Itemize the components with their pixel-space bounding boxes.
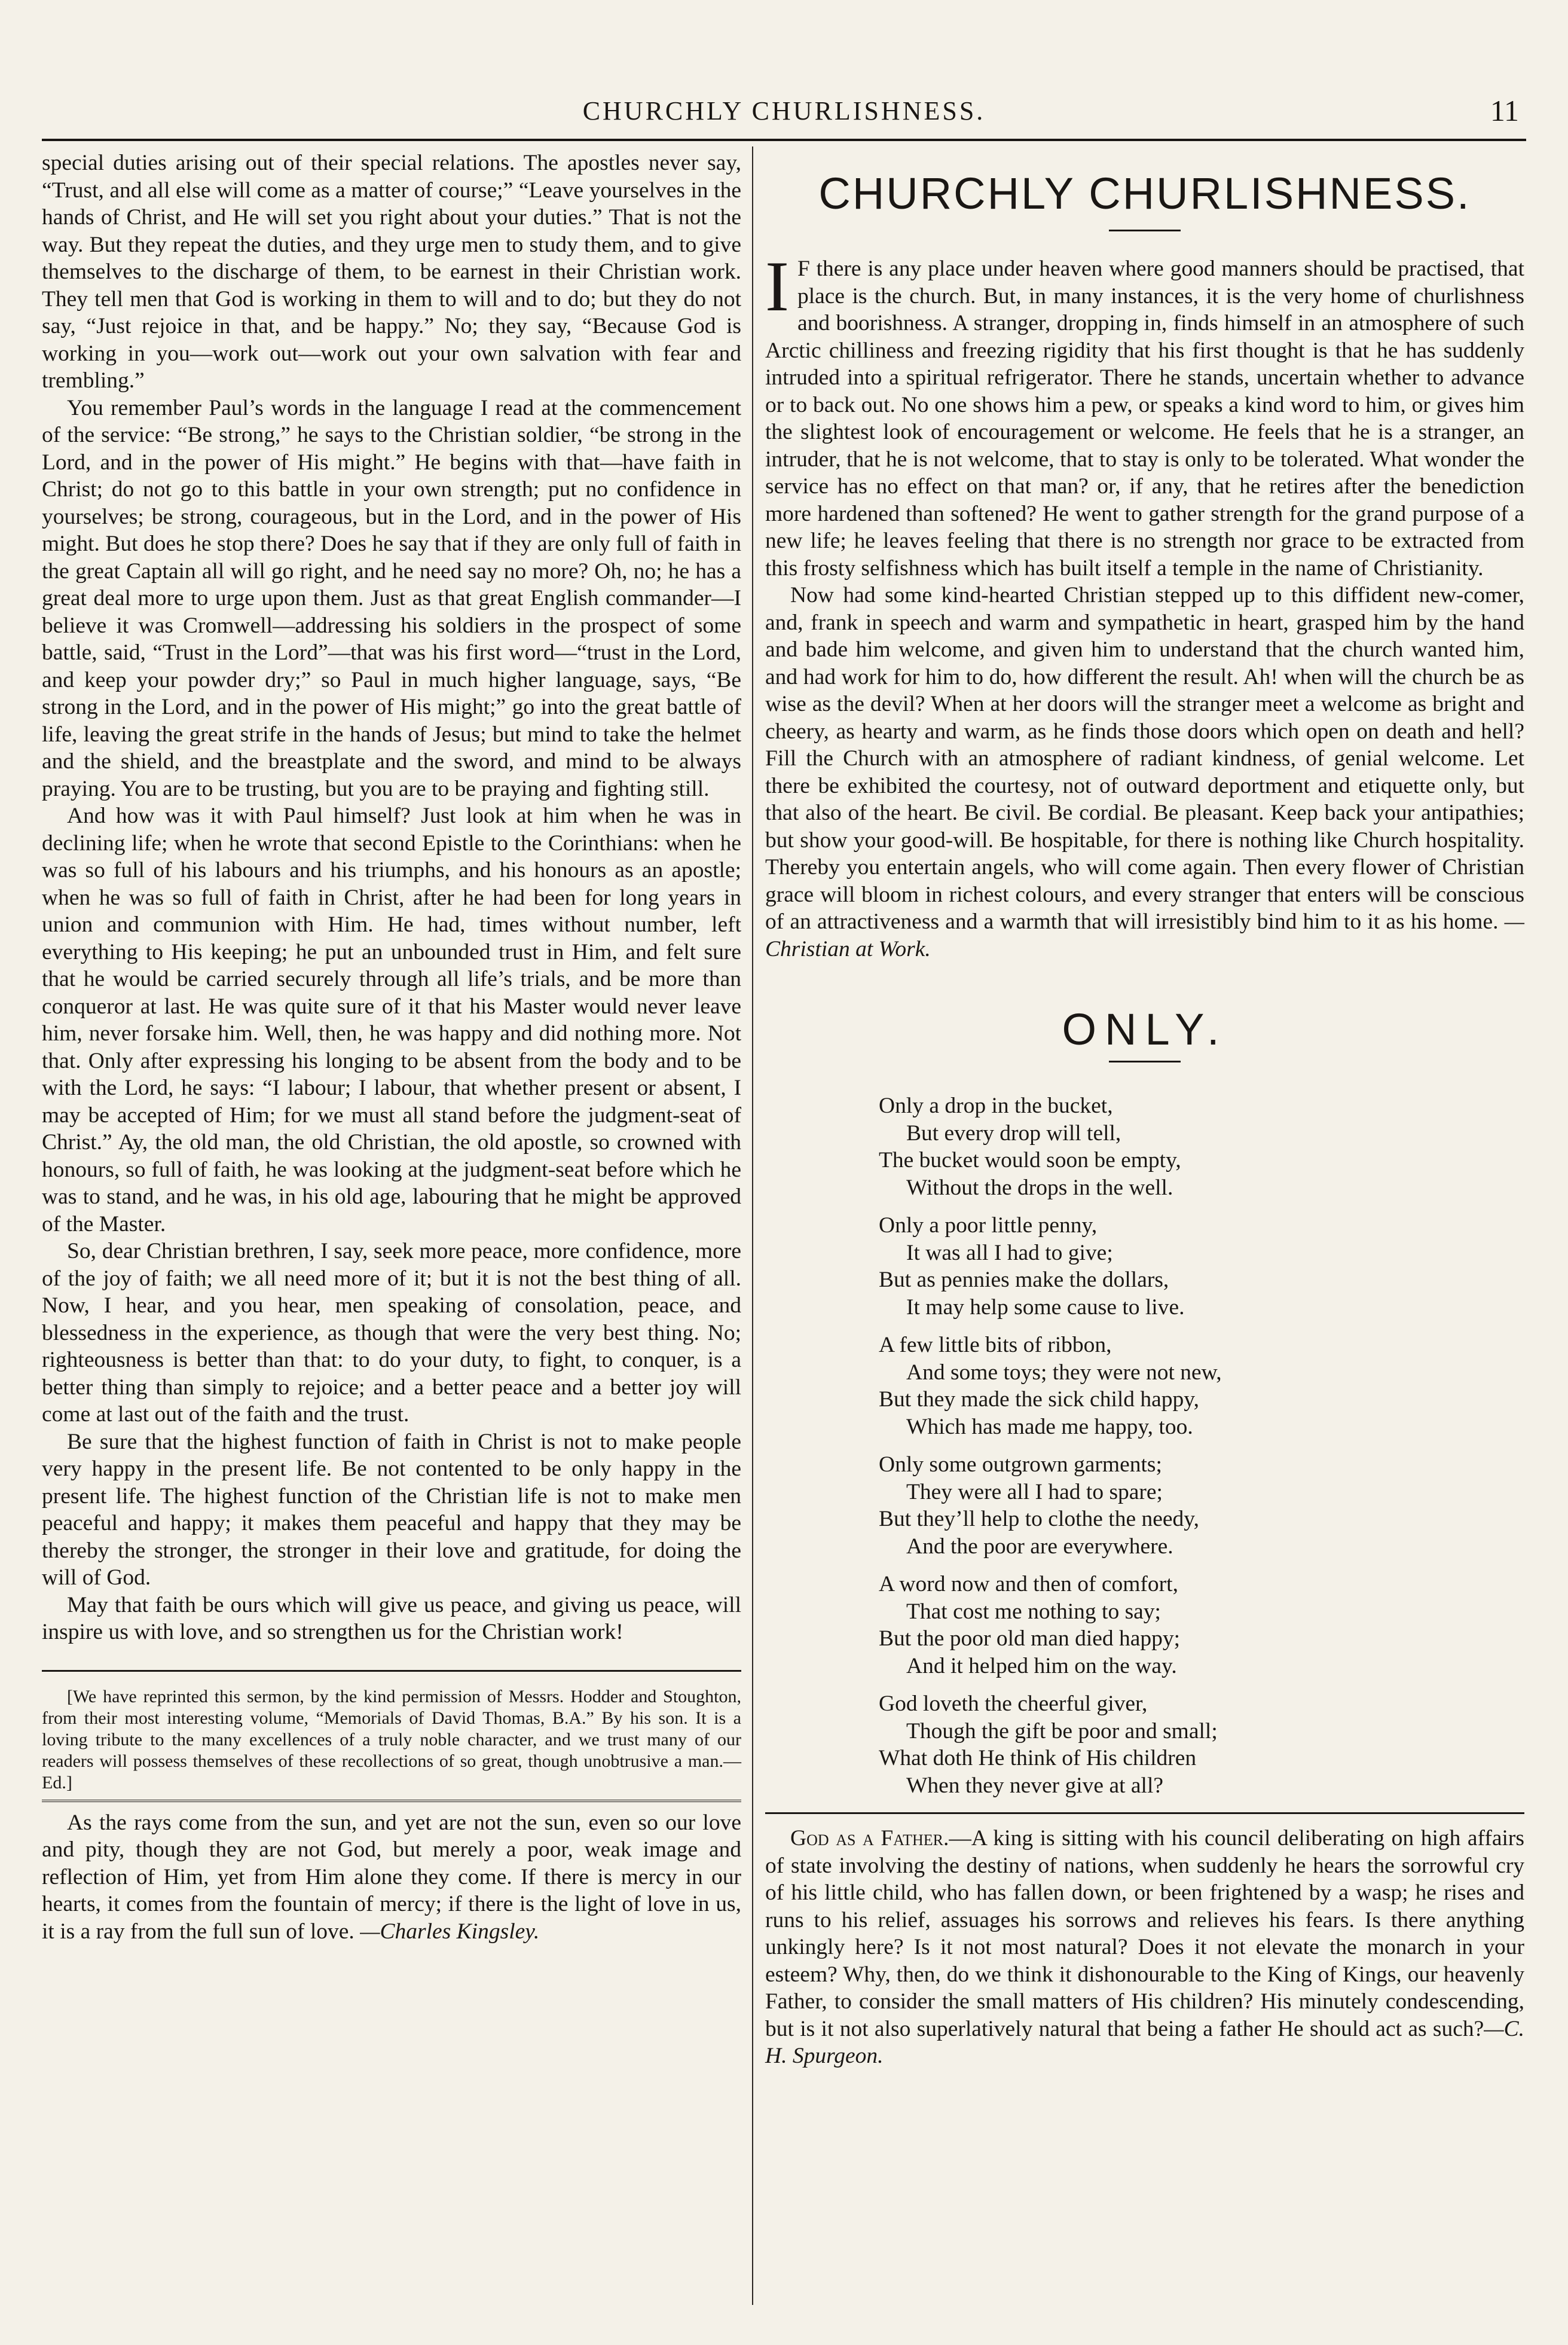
page-number: 11 bbox=[1490, 94, 1519, 127]
poem-stanza bbox=[879, 1690, 1524, 1799]
section-rule bbox=[42, 1670, 741, 1672]
poem-line: But as pennies make the dollars, bbox=[879, 1268, 1169, 1292]
kingsley-text: As the rays come from the sun, and yet are not the sun, even so our love and pity, though they are not God, but merely a poor, weak image and reflection of Him, yet from Him alone they come. If there is mercy in our hearts, it comes from the fountain of mercy; if there is the light of love in us, it is a ray from the full sun of love. bbox=[42, 1810, 741, 1944]
god-as-father-paragraph bbox=[765, 1825, 1524, 2070]
poem-stanza bbox=[879, 1332, 1524, 1440]
poem-line: What doth He think of His children bbox=[879, 1746, 1197, 1770]
poem-title: ONLY. bbox=[1062, 1004, 1228, 1054]
editor-note: [We have reprinted this sermon, by the kind permission of Messrs. Hodder and Stoughton, from their most interesting volume, “Memorials of David Thomas, B.A.” By his son. It is a loving tribute to the many excellences of a truly noble character, and we trust many of our readers will possess themselves of these recollections of so great, though unobtrusive a man.—Ed.] bbox=[42, 1686, 741, 1793]
title-rule bbox=[1109, 230, 1181, 231]
poem-line: Which has made me happy, too. bbox=[906, 1414, 1193, 1439]
poem bbox=[879, 1092, 1524, 1799]
poem-line: That cost me nothing to say; bbox=[906, 1599, 1161, 1624]
running-head bbox=[42, 90, 1526, 138]
sermon-paragraph: Be sure that the highest function of faith in Christ is not to make people very happy in the present life. Be not contented to be only happy in the present life. The highest function of the Christian life is not to make men peaceful and happy; it makes them peaceful and happy that they may be thereby the stronger, the stronger in their love and gratitude, for doing the will of God. bbox=[42, 1429, 741, 1590]
poem-line: When they never give at all? bbox=[906, 1773, 1164, 1798]
article-paragraph bbox=[765, 246, 1524, 582]
poem-stanza bbox=[879, 1451, 1524, 1560]
poem-line: God loveth the cheerful giver, bbox=[879, 1691, 1148, 1716]
poem-stanza bbox=[879, 1212, 1524, 1321]
section-rule bbox=[765, 1812, 1524, 1814]
poem-line: And it helped him on the way. bbox=[906, 1653, 1177, 1678]
column-divider bbox=[752, 146, 753, 2305]
poem-line: Without the drops in the well. bbox=[906, 1175, 1173, 1200]
running-title: CHURCHLY CHURLISHNESS. bbox=[582, 96, 986, 126]
poem-line: And some toys; they were not new, bbox=[906, 1360, 1222, 1385]
poem-line: But every drop will tell, bbox=[906, 1120, 1121, 1146]
poem-line: They were all I had to spare; bbox=[906, 1479, 1163, 1504]
poem-line: Only a poor little penny, bbox=[879, 1213, 1098, 1238]
drop-cap: I bbox=[765, 246, 789, 326]
poem-line: Though the gift be poor and small; bbox=[906, 1718, 1218, 1744]
god-as-father-text: —A king is sitting with his council deliberating on high affairs of state involving the destiny of nations, when suddenly he hears the sorrowful cry of his little child, who has fallen down, or been frightened by a wasp; he rises and runs to his relief, assuages his sorrows and relieves his fears. Is there anything unkingly here? Is it not most natural? Does it not elevate the monarch in your esteem? Why, then, do we think it dishonourable to the King of Kings, our heavenly Father, to consider the small matters of His children? His minutely condescending, but is it not also superlatively natural that being a father He should act as such? bbox=[765, 1826, 1525, 2041]
poem-line: And the poor are everywhere. bbox=[906, 1534, 1173, 1559]
poem-line: But they’ll help to clothe the needy, bbox=[879, 1507, 1199, 1531]
poem-line: A few little bits of ribbon, bbox=[879, 1333, 1112, 1357]
poem-line: But they made the sick child happy, bbox=[879, 1387, 1199, 1412]
article-text: Now had some kind-hearted Christian stepped up to this diffident new-comer, and, frank in speech and warm and sympathetic in heart, grasped him by the hand and bade him welcome, and given him to understand that the church wanted him, and had work for him to do, how different the result. Ah! when will the church be as wise as the devil? When at her doors will the stranger meet a welcome as bright and cheery, as hearty and warm, as he finds those doors which open on death and hell? Fill the Church with an atmosphere of radiant kindness, of genial welcome. Let there be exhibited the courtesy, not of outward deportment and etiquette only, but that also of the heart. Be civil. Be cordial. Be pleasant. Keep back your antipathies; but show your good-will. Be hospitable, for there is nothing like Church hospitality. Thereby you entertain angels, who will come again. Then every flower of Christian grace will bloom in richest colours, and every stranger that enters will be conscious of an attractiveness and a warmth that will irresistibly bind him to it as his home. bbox=[765, 583, 1524, 934]
spurgeon-attribution: —C. H. Spurgeon. bbox=[765, 2016, 1524, 2068]
poem-line: It was all I had to give; bbox=[906, 1240, 1113, 1265]
poem-line: Only some outgrown garments; bbox=[879, 1452, 1162, 1477]
poem-line: The bucket would soon be empty, bbox=[879, 1148, 1181, 1172]
god-as-father-lead: God as a Father. bbox=[790, 1826, 949, 1851]
poem-stanza bbox=[879, 1571, 1524, 1680]
right-column bbox=[765, 149, 1524, 2070]
sermon-paragraph: May that faith be ours which will give us peace, and giving us peace, will inspire us with love, and so strengthen us for the Christian work! bbox=[42, 1592, 741, 1644]
section-rule bbox=[42, 1800, 741, 1802]
sermon-paragraph: special duties arising out of their special relations. The apostles never say, “Trust, and all else will come as a matter of course;” “Leave yourselves in the hands of Christ, and He will set you right about your duties.” That is not the way. But they repeat the duties, and they urge men to study them, and to give themselves to the discharge of them, to be earnest in their Christian work. They tell men that God is working in them to will and to do; but they do not say, “Just rejoice in that, and be happy.” No; they say, “Because God is working in you—work out—work out your own salvation with fear and trembling.” bbox=[42, 151, 741, 393]
poem-line: Only a drop in the bucket, bbox=[879, 1094, 1113, 1118]
header-rule bbox=[42, 139, 1526, 141]
article-source: —Christian at Work. bbox=[765, 909, 1524, 961]
kingsley-attribution: —Charles Kingsley. bbox=[360, 1919, 540, 1944]
article-title: CHURCHLY CHURLISHNESS. bbox=[818, 169, 1471, 218]
article-text: F there is any place under heaven where good manners should be practised, that place is the church. But, in many instances, it is the very home of churlishness and boorishness. A stranger, dropping in, finds himself in an atmosphere of such Arctic chilliness and freezing rigidity that his first thought is that he has suddenly intruded into a spiritual refrigerator. There he stands, uncertain whether to advance or to back out. No one shows him a pew, or speaks a kind word to him, or gives him the slightest look of encouragement or welcome. He feels that he is a stranger, an intruder, that he is not welcome, that to stay is only to be tolerated. What wonder the service has no effect on that man? or, if any, that he retires after the benediction more hardened than softened? He went to gather strength for the grand purpose of a new life; he leaves feeling that there is no strength nor grace to be extracted from this frosty selfishness which has built itself a temple in the name of Christianity. bbox=[765, 257, 1524, 581]
article-paragraph bbox=[765, 582, 1524, 963]
sermon-paragraph: So, dear Christian brethren, I say, seek more peace, more confidence, more of the joy of faith; we all need more of it; but it is not the best thing of all. Now, I hear, and you hear, men speaking of consolation, peace, and blessedness in the experience, as though that were the very best thing. No; righteousness is better than that: to do your duty, to fight, to conquer, is a better thing than simply to rejoice; and a better peace and a better joy will come at last out of the faith and the trust. bbox=[42, 1239, 741, 1427]
poem-line: A word now and then of comfort, bbox=[879, 1572, 1178, 1596]
sermon-paragraph: And how was it with Paul himself? Just look at him when he was in declining life; when he wrote that second Epistle to the Corinthians: when he was so full of his labours and his triumphs, and his honours as an apostle; when he was so full of faith in Christ, after he had been for long years in union and communion with Him. He had, times without number, left everything to His keeping; he put an unbounded trust in Him, and felt sure that he would be carried securely through all life’s trials, and be more than conqueror at last. He was quite sure of it that his Master would never leave him, never forsake him. Well, then, he was happy and did nothing more. Not that. Only after expressing his longing to be absent from the body and to be with the Lord, he says: “I labour; I labour, that whether present or absent, I may be accepted of Him; for we must all stand before the judgment-seat of Christ.” Ay, the old man, the old Christian, the old apostle, so crowned with honours, so full of faith, he was looking at the judgment-seat before which he was to stand, and he was, in his old age, labouring that he might be approved of the Master. bbox=[42, 804, 741, 1236]
poem-stanza bbox=[879, 1092, 1524, 1201]
kingsley-quote bbox=[42, 1809, 741, 1946]
title-rule bbox=[1109, 1061, 1181, 1062]
poem-line: It may help some cause to live. bbox=[906, 1294, 1185, 1320]
sermon-paragraph: You remember Paul’s words in the language I read at the commencement of the service: “Be strong,” he says to the Christian soldier, “be strong in the Lord, and in the power of His might.” He begins with that—have faith in Christ; do not go to this battle in your own strength; put no confidence in yourselves; be strong, courageous, but in the Lord, and in the power of His might. But does he stop there? Does he say that if they are only full of faith in the great Captain all will go right, and he need say no more? Oh, no; he has a great deal more to urge upon them. Just as that great English commander—I believe it was Cromwell—addressing his soldiers in the prospect of some battle, said, “Trust in the Lord”—that was his first word—“trust in the Lord, and keep your powder dry;” so Paul in much higher language, says, “Be strong in the Lord, and in the power of His might;” go into the great battle of life, leaving the great strife in the hands of Jesus; but mind to take the helmet and the shield, and the breastplate and the sword, and mind to be always praying. You are to be trusting, but you are to be praying and fighting still. bbox=[42, 395, 741, 801]
left-column bbox=[42, 149, 741, 1945]
poem-line: But the poor old man died happy; bbox=[879, 1626, 1181, 1651]
